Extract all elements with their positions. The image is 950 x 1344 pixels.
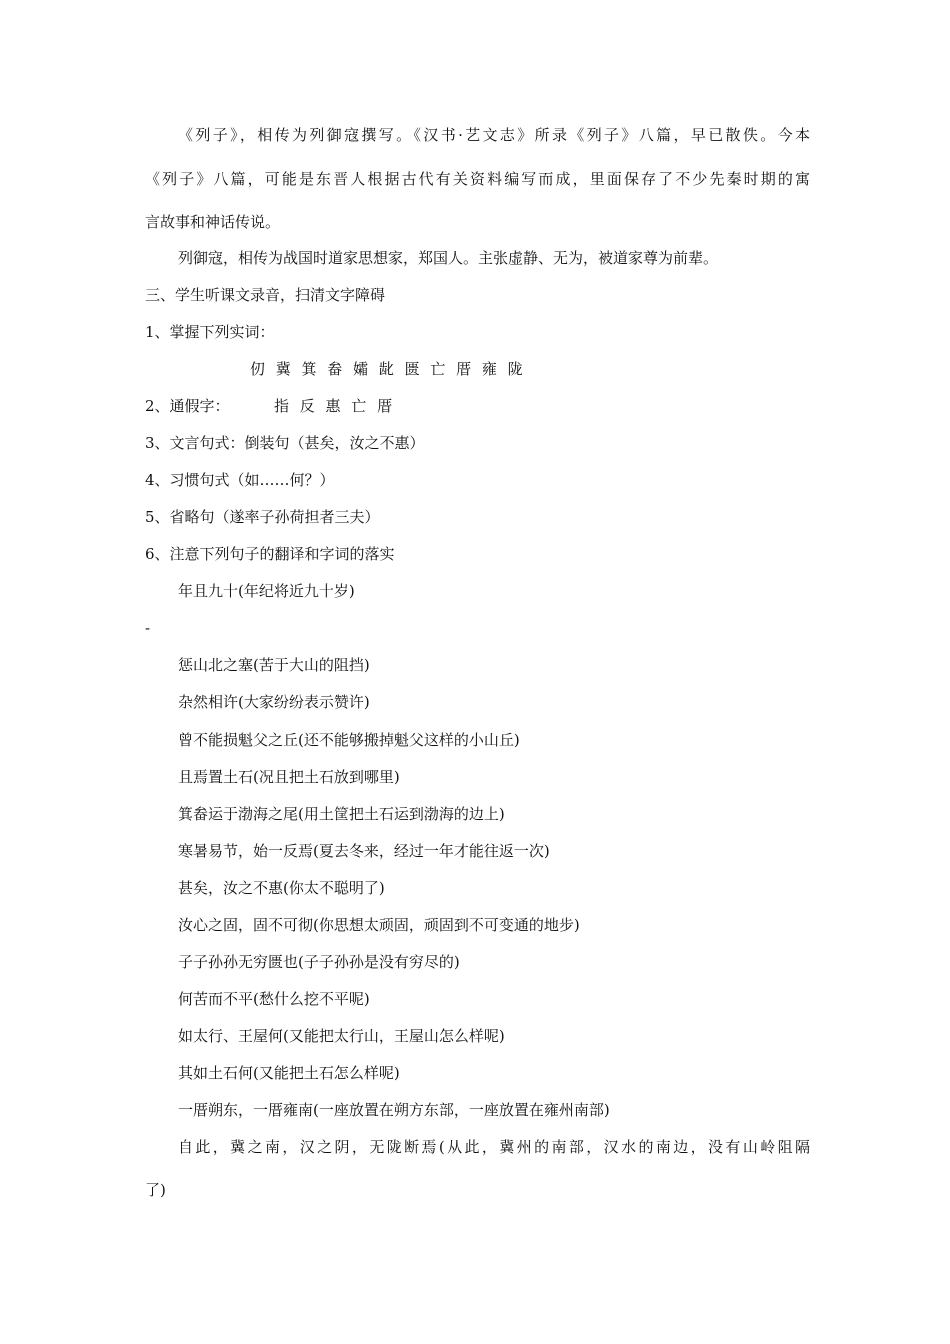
sentence-line: 何苦而不平(愁什么挖不平呢)	[178, 990, 370, 1008]
sentence-line: 箕畚运于渤海之尾(用土筐把土石运到渤海的边上)	[178, 805, 505, 823]
sentence-line: 其如土石何(又能把土石怎么样呢)	[178, 1064, 400, 1082]
sentence-line: 如太行、王屋何(又能把太行山，王屋山怎么样呢)	[178, 1027, 505, 1045]
item-4: 4、习惯句式（如……何？）	[145, 471, 335, 489]
item-1-chars: 仞 冀 箕 畚 孀 龀 匮 亡 厝 雍 陇	[250, 360, 526, 378]
section-heading: 三、学生听课文录音，扫清文字障碍	[145, 286, 386, 304]
item-1-label: 1、掌握下列实词：	[145, 323, 275, 341]
intro-line-2: 《列子》八篇，可能是东晋人根据古代有关资料编写而成，里面保存了不少先秦时期的寓	[145, 170, 810, 188]
intro-paragraph-2: 列御寇，相传为战国时道家思想家，郑国人。主张虚静、无为，被道家尊为前辈。	[178, 249, 719, 267]
sentence-line: 年且九十(年纪将近九十岁)	[178, 582, 355, 600]
item-5: 5、省略句（遂率子孙荷担者三夫）	[145, 508, 380, 526]
last-sentence-line-1: 自此，冀之南，汉之阴，无陇断焉(从此，冀州的南部，汉水的南边，没有山岭阻隔	[178, 1138, 810, 1156]
sentence-line: 甚矣，汝之不惠(你太不聪明了)	[178, 879, 385, 897]
sentence-line: 杂然相许(大家纷纷表示赞许)	[178, 693, 370, 711]
sentence-line: 子子孙孙无穷匮也(子子孙孙是没有穷尽的)	[178, 953, 460, 971]
item-3: 3、文言句式：倒装句（甚矣，汝之不惠）	[145, 434, 425, 452]
sentence-line: 寒暑易节，始一反焉(夏去冬来，经过一年才能往返一次)	[178, 842, 550, 860]
dash-mark: -	[145, 619, 151, 637]
sentence-line: 一厝朔东，一厝雍南(一座放置在朔方东部，一座放置在雍州南部)	[178, 1101, 610, 1119]
item-2-chars: 指 反 惠 亡 厝	[274, 397, 396, 415]
sentence-line: 惩山北之塞(苦于大山的阻挡)	[178, 656, 370, 674]
intro-line-3: 言故事和神话传说。	[145, 213, 281, 231]
item-6: 6、注意下列句子的翻译和字词的落实	[145, 545, 395, 563]
sentence-line: 曾不能损魁父之丘(还不能够搬掉魁父这样的小山丘)	[178, 731, 520, 749]
item-2-label: 2、通假字：	[145, 397, 230, 415]
sentence-line: 汝心之固，固不可彻(你思想太顽固，顽固到不可变通的地步)	[178, 916, 580, 934]
last-sentence-line-2: 了)	[145, 1181, 166, 1199]
sentence-line: 且焉置土石(况且把土石放到哪里)	[178, 768, 400, 786]
intro-line-1: 《列子》，相传为列御寇撰写。《汉书·艺文志》所录《列子》八篇，早已散佚。今本	[178, 126, 810, 144]
